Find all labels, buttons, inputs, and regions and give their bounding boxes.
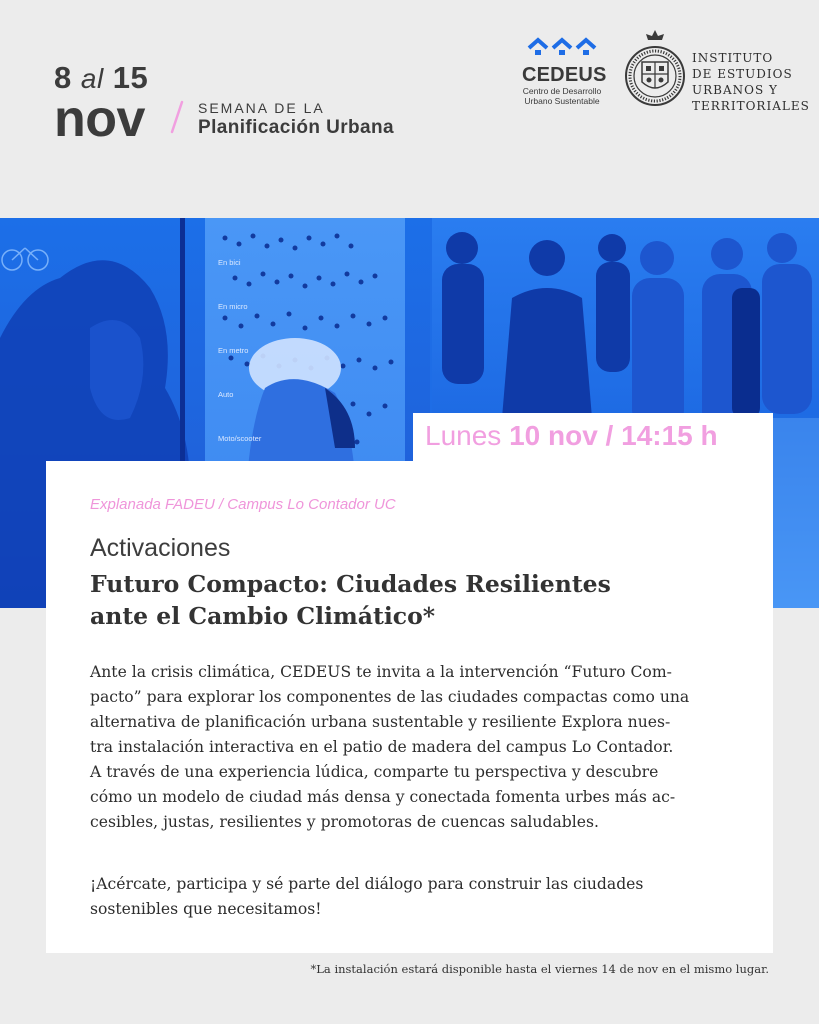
panel-label-car: Auto bbox=[218, 390, 234, 399]
description-line: tra instalación interactiva en el patio de madera del campus Lo Contador. bbox=[90, 738, 674, 756]
institute-line-4: TERRITORIALES bbox=[692, 99, 810, 113]
event-location: Explanada FADEU / Campus Lo Contador UC bbox=[90, 496, 396, 513]
call-to-action bbox=[90, 872, 740, 922]
institute-name bbox=[692, 50, 810, 114]
cedeus-logo bbox=[522, 36, 607, 106]
event-day: Lunes bbox=[425, 420, 502, 451]
cedeus-subtitle-1: Centro de Desarrollo bbox=[522, 86, 602, 96]
week-title-line2: Planificación Urbana bbox=[198, 117, 394, 138]
description-line: Ante la crisis climática, CEDEUS te invita a la intervención “Futuro Com- bbox=[90, 663, 672, 681]
event-datetime bbox=[425, 420, 718, 452]
event-title-line1: Futuro Compacto: Ciudades Resilientes bbox=[90, 570, 611, 598]
description-line: pacto” para explorar los componentes de las ciudades compactas como una bbox=[90, 688, 690, 706]
footnote: *La instalación estará disponible hasta el viernes 14 de nov en el mismo lugar. bbox=[310, 962, 769, 976]
week-title-line1: SEMANA DE LA bbox=[198, 100, 325, 116]
institute-line-2: DE ESTUDIOS bbox=[692, 67, 793, 81]
panel-label-moto: Moto/scooter bbox=[218, 434, 262, 443]
event-date-time: 10 nov / 14:15 h bbox=[509, 420, 718, 451]
date-connector: al bbox=[80, 63, 104, 94]
cta-line1: ¡Acércate, participa y sé parte del diálogo para construir las ciudades bbox=[90, 875, 644, 893]
cedeus-name: CEDEUS bbox=[522, 64, 607, 86]
description-line: cómo un modelo de ciudad más densa y conectada fomenta urbes más ac- bbox=[90, 788, 676, 806]
event-description bbox=[90, 660, 740, 835]
event-dates bbox=[54, 60, 149, 148]
event-title-line2: ante el Cambio Climático* bbox=[90, 602, 436, 630]
institute-line-1: INSTITUTO bbox=[692, 51, 774, 65]
event-category: Activaciones bbox=[90, 534, 231, 562]
description-line: alternativa de planificación urbana sustentable y resiliente Explora nues- bbox=[90, 713, 671, 731]
date-start: 8 bbox=[54, 60, 72, 95]
description-line: A través de una experiencia lúdica, comparte tu perspectiva y descubre bbox=[90, 763, 659, 781]
event-title bbox=[90, 568, 730, 632]
cedeus-subtitle-2: Urbano Sustentable bbox=[524, 96, 600, 106]
cedeus-roofs-icon bbox=[526, 36, 598, 60]
panel-label-metro: En metro bbox=[218, 346, 249, 355]
slash-divider-icon bbox=[170, 100, 184, 134]
date-month: nov bbox=[54, 90, 145, 148]
date-end: 15 bbox=[112, 60, 149, 95]
panel-label-bike: En bici bbox=[218, 258, 241, 267]
institute-line-3: URBANOS Y bbox=[692, 83, 778, 97]
description-line: cesibles, justas, resilientes y promotoras de cuencas saludables. bbox=[90, 813, 599, 831]
cta-line2: sostenibles que necesitamos! bbox=[90, 900, 322, 918]
university-seal-icon bbox=[624, 28, 686, 114]
week-title bbox=[198, 100, 394, 140]
panel-label-bus: En micro bbox=[218, 302, 248, 311]
